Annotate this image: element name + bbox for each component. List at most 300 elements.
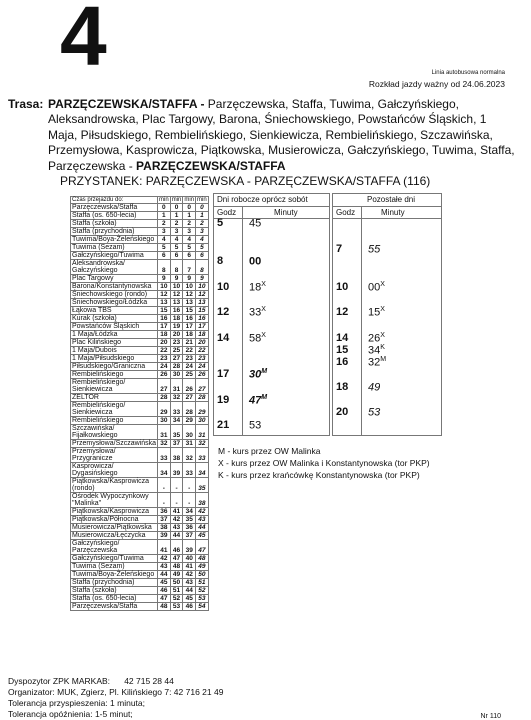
travel-time: 33 — [158, 448, 171, 463]
travel-time: 5 — [170, 244, 183, 252]
minutes-value: 53 — [249, 419, 262, 432]
stop-name: Plac Kilińskiego — [71, 339, 158, 347]
course-marker: K — [380, 344, 385, 351]
stop-name: Staffa (szkoła) — [71, 220, 158, 228]
travel-time: 45 — [183, 595, 196, 603]
travel-time: 0 — [158, 204, 171, 212]
travel-time: 16 — [196, 315, 209, 323]
travel-time: 43 — [196, 516, 209, 524]
travel-time: 8 — [170, 260, 183, 275]
stop-name: Gałczyńskiego/Tuwima — [71, 555, 158, 563]
travel-time: 26 — [158, 371, 171, 379]
travel-time: 30 — [196, 417, 209, 425]
table-row — [71, 571, 209, 579]
route-description — [48, 97, 518, 174]
travel-time: 39 — [158, 532, 171, 540]
departure-minutes — [249, 419, 261, 432]
travel-time: 20 — [196, 339, 209, 347]
stop-name: Rembielińskiego/ Sienkiewicza — [71, 402, 158, 417]
table-row — [71, 603, 209, 611]
travel-time: 48 — [196, 555, 209, 563]
travel-time: 2 — [196, 220, 209, 228]
travel-time: 21 — [183, 339, 196, 347]
route-label: Trasa: — [8, 97, 44, 111]
travel-time: 50 — [170, 579, 183, 587]
travel-time: 18 — [183, 331, 196, 339]
travel-time: 0 — [196, 204, 209, 212]
travel-time: 8 — [196, 260, 209, 275]
travel-time: - — [183, 493, 196, 508]
travel-time: 41 — [183, 563, 196, 571]
table-row — [71, 252, 209, 260]
departure-minutes — [368, 243, 380, 256]
departure-hour: 5 — [217, 217, 224, 229]
travel-time: 44 — [170, 532, 183, 540]
departure-hour: 12 — [336, 306, 349, 318]
travel-time: 33 — [196, 448, 209, 463]
stop-name: Plac Targowy — [71, 275, 158, 283]
minutes-value: 58 — [249, 332, 262, 345]
stop-name: Ośrodek Wypoczynkowy "Malinka" — [71, 493, 158, 508]
footer-line: Tolerancja opóźnienia: 1-5 minut; — [8, 709, 133, 719]
travel-time: 34 — [196, 463, 209, 478]
travel-time: 32 — [183, 448, 196, 463]
departure-minutes — [368, 344, 385, 357]
stop-name: Tuwima/Boya-Żeleńskiego — [71, 236, 158, 244]
stop-name: Gałczyńskiego/ Parzęczewska — [71, 540, 158, 555]
table-row — [71, 212, 209, 220]
unit-header: min — [171, 197, 182, 203]
table-row — [71, 371, 209, 379]
travel-times-table — [70, 196, 209, 611]
travel-time: 13 — [158, 299, 171, 307]
travel-time: 3 — [196, 228, 209, 236]
stop-name: Przemysłowa/Szczawińska — [72, 440, 157, 447]
footer-line: Tolerancja przyspieszenia: 1 minuta; — [8, 698, 146, 708]
travel-time: 13 — [170, 299, 183, 307]
travel-time: 24 — [183, 363, 196, 371]
departure-hour: 16 — [336, 356, 349, 368]
minutes-value: 18 — [249, 281, 262, 294]
stop-name: 1 Maja/Łódzka — [71, 331, 158, 339]
table-row — [71, 307, 209, 315]
travel-time: 41 — [170, 508, 183, 516]
travel-time: 44 — [183, 587, 196, 595]
footer-line: Dyspozytor ZPK MARKAB: 42 715 28 44 — [8, 676, 174, 686]
stop-name: Parzęczewska/Staffa — [71, 204, 158, 212]
travel-time: 39 — [170, 463, 183, 478]
travel-time: 42 — [196, 508, 209, 516]
travel-time: 17 — [158, 323, 171, 331]
travel-time: 33 — [183, 463, 196, 478]
table-row — [71, 347, 209, 355]
travel-time: 28 — [158, 394, 171, 402]
course-marker: M — [261, 394, 268, 401]
travel-time: 13 — [196, 299, 209, 307]
table-row — [71, 440, 209, 448]
departure-minutes — [249, 217, 261, 230]
travel-time: 16 — [158, 315, 171, 323]
stop-name: 1 Maja/Piłsudskiego — [71, 355, 158, 363]
legend-item: K - kurs przez krańcówkę Konstantynowska (tor PKP) — [218, 470, 420, 480]
travel-time: 22 — [183, 347, 196, 355]
travel-time: 27 — [170, 355, 183, 363]
travel-time: 15 — [183, 307, 196, 315]
minutes-value: 33 — [249, 306, 262, 319]
table-row — [71, 563, 209, 571]
travel-time: 2 — [170, 220, 183, 228]
table-row — [71, 402, 209, 417]
table-row — [71, 299, 209, 307]
travel-time: 2 — [158, 220, 171, 228]
travel-time: 48 — [170, 563, 183, 571]
table-row — [71, 555, 209, 563]
stop-name: Staffa (os. 650-lecia) — [71, 595, 158, 603]
footer-line: Organizator: MUK, Zgierz, Pl. Kilińskiego 7: 42 716 21 49 — [8, 687, 224, 697]
travel-time: 45 — [158, 579, 171, 587]
travel-time: 16 — [183, 315, 196, 323]
stop-name: Rembielińskiego — [71, 417, 158, 425]
legend — [218, 445, 430, 481]
travel-time: 54 — [196, 603, 209, 611]
travel-time: 29 — [183, 417, 196, 425]
travel-time: 38 — [170, 448, 183, 463]
travel-times-header: Czas przejazdu do: — [71, 197, 158, 204]
travel-time: 53 — [170, 603, 183, 611]
table-row — [71, 493, 209, 508]
route-start: PARZĘCZEWSKA/STAFFA - — [48, 97, 205, 111]
minutes-value: 15 — [368, 306, 381, 319]
table-row — [71, 425, 209, 440]
travel-time: 27 — [183, 394, 196, 402]
course-marker: X — [380, 306, 385, 313]
table-row — [71, 579, 209, 587]
travel-time: 7 — [183, 260, 196, 275]
travel-time: - — [170, 478, 183, 493]
minutes-value: 53 — [368, 406, 381, 419]
travel-time: 32 — [170, 394, 183, 402]
table-row — [71, 524, 209, 532]
page-number: Nr 110 — [480, 713, 501, 720]
table-row — [71, 363, 209, 371]
departure-hour: 10 — [217, 281, 230, 293]
travel-time: 31 — [170, 379, 183, 394]
minutes-value: 32 — [368, 356, 381, 369]
table-row — [71, 595, 209, 603]
travel-time: 43 — [183, 579, 196, 587]
departure-minutes — [368, 332, 385, 345]
departure-minutes — [368, 406, 380, 419]
travel-time: 46 — [183, 603, 196, 611]
travel-time: 28 — [196, 394, 209, 402]
travel-time: 30 — [158, 417, 171, 425]
travel-time: 5 — [183, 244, 196, 252]
travel-time: 4 — [158, 236, 171, 244]
minutes-value: 30 — [249, 368, 262, 381]
travel-time: 24 — [158, 363, 171, 371]
departure-hour: 14 — [217, 332, 230, 344]
travel-time: 31 — [196, 425, 209, 440]
stop-name: Piłsudskiego/Graniczna — [71, 363, 158, 371]
minutes-value: 34 — [368, 344, 381, 357]
travel-time: 47 — [158, 595, 171, 603]
travel-time: 36 — [158, 508, 171, 516]
travel-time: 3 — [183, 228, 196, 236]
stop-name: Staffa (szkoła) — [71, 587, 158, 595]
stop-name: Staffa (przychodnia) — [71, 228, 158, 236]
table-row — [71, 463, 209, 478]
stop-name: Musierowicza/Piątkowska — [71, 524, 158, 532]
travel-time: 48 — [158, 603, 171, 611]
travel-time: 46 — [170, 540, 183, 555]
travel-time: 17 — [196, 323, 209, 331]
stop-name: Gałczyńskiego/Tuwima — [71, 252, 158, 260]
travel-time: 52 — [170, 595, 183, 603]
minutes-value: 26 — [368, 332, 381, 345]
travel-time: 20 — [158, 339, 171, 347]
stop-name: Piątkowska/Kasprowicza — [71, 508, 158, 516]
travel-time: 40 — [183, 555, 196, 563]
travel-time: 13 — [183, 299, 196, 307]
travel-time: 29 — [196, 402, 209, 417]
travel-time: 5 — [196, 244, 209, 252]
travel-time: 10 — [158, 283, 171, 291]
travel-time: 39 — [183, 540, 196, 555]
travel-time: 6 — [170, 252, 183, 260]
travel-time: 4 — [183, 236, 196, 244]
departure-hour: 20 — [336, 406, 349, 418]
departure-hour: 15 — [336, 344, 349, 356]
travel-time: 25 — [170, 347, 183, 355]
travel-time: 43 — [158, 563, 171, 571]
table-row — [71, 478, 209, 493]
stop-name: Szczawińska/ Fijałkowskiego — [71, 425, 158, 440]
travel-time: 32 — [196, 440, 209, 448]
travel-time: 9 — [170, 275, 183, 283]
travel-time: 1 — [196, 212, 209, 220]
stop-name: Barona/Konstantynowska — [71, 283, 158, 291]
table-row — [71, 244, 209, 252]
travel-time: 17 — [183, 323, 196, 331]
table-row — [71, 260, 209, 275]
stop-name: Musierowicza/Łęczycka — [71, 532, 158, 540]
travel-time: 0 — [183, 204, 196, 212]
travel-time: 1 — [158, 212, 171, 220]
travel-time: 43 — [170, 524, 183, 532]
travel-time: 23 — [196, 355, 209, 363]
departure-minutes — [249, 394, 267, 407]
route-stops: Parzęczewska, Staffa, Tuwima, Gałczyńskiego, Aleksandrowska, Plac Targowy, Barona, Śniechowskiego, Powstańców Śląskich, 1 Maja, Piłsudskiego, Rembielińskiego, Sienkiewicza, Rembielińskiego, Szczawińska, Przemysłowa, Kasprowicza, Piątkowska, Musierowicza, Gałczyńskiego, Tuwima, Staffa, Parzęczewska - — [48, 97, 515, 173]
travel-time: 51 — [196, 579, 209, 587]
departure-hour: 10 — [336, 281, 349, 293]
stop-name: Kasprowicza/ Dygasińskiego — [71, 463, 158, 478]
stop-name: Piątkowska/Północna — [71, 516, 158, 524]
departure-hour: 7 — [336, 243, 343, 255]
table-row — [71, 236, 209, 244]
travel-time: 41 — [158, 540, 171, 555]
stop-name: Przemysłowa/ Przygranicze — [71, 448, 158, 463]
travel-time: 50 — [196, 571, 209, 579]
departure-hour: 14 — [336, 332, 349, 344]
minutes-value: 00 — [249, 255, 262, 268]
travel-time: 15 — [196, 307, 209, 315]
stop-name: Tuwima (Sezam) — [71, 244, 158, 252]
course-marker: X — [261, 306, 266, 313]
departure-minutes — [368, 281, 385, 294]
travel-time: 9 — [158, 275, 171, 283]
travel-time: 3 — [158, 228, 171, 236]
travel-time: 6 — [196, 252, 209, 260]
hour-label: Godz — [217, 208, 237, 217]
departure-minutes — [249, 255, 261, 268]
travel-time: 18 — [170, 315, 183, 323]
travel-time: 53 — [196, 595, 209, 603]
travel-time: 22 — [196, 347, 209, 355]
stop-name: Tuwima (Sezam) — [71, 563, 158, 571]
departure-hour: 17 — [217, 368, 230, 380]
minute-label: Minuty — [381, 208, 405, 217]
travel-time: 1 — [183, 212, 196, 220]
table-row — [71, 283, 209, 291]
hour-label: Godz — [336, 208, 356, 217]
table-row — [71, 587, 209, 595]
travel-time: 42 — [170, 516, 183, 524]
travel-time: - — [183, 478, 196, 493]
travel-time: 30 — [170, 371, 183, 379]
table-row — [71, 532, 209, 540]
line-number: 4 — [60, 0, 107, 83]
table-row — [71, 339, 209, 347]
course-marker: M — [261, 368, 268, 375]
travel-time: 0 — [170, 204, 183, 212]
validity-date: Rozkład jazdy ważny od 24.06.2023 — [368, 79, 505, 89]
travel-time: 37 — [183, 532, 196, 540]
travel-time: 49 — [170, 571, 183, 579]
departure-hour: 12 — [217, 306, 230, 318]
table-row — [71, 291, 209, 299]
travel-time: 20 — [170, 331, 183, 339]
travel-time: 12 — [196, 291, 209, 299]
departure-minutes — [368, 306, 385, 319]
departure-minutes — [368, 356, 386, 369]
travel-time: 35 — [196, 478, 209, 493]
travel-time: 38 — [196, 493, 209, 508]
travel-time: 27 — [158, 379, 171, 394]
stop-name: Rembielińskiego/ Sienkiewicza — [71, 379, 158, 394]
table-row — [71, 448, 209, 463]
travel-time: 26 — [183, 379, 196, 394]
travel-time: 26 — [196, 371, 209, 379]
stop-name: 1 Maja/Dubois — [71, 347, 158, 355]
travel-time: 12 — [183, 291, 196, 299]
travel-time: 10 — [196, 283, 209, 291]
unit-header: min — [159, 197, 169, 203]
stop-name: Śniechowskiego/Łódzka — [71, 299, 158, 307]
table-row — [71, 379, 209, 394]
travel-time: 42 — [158, 555, 171, 563]
travel-time: 1 — [170, 212, 183, 220]
travel-time: 47 — [170, 555, 183, 563]
weekday-header: Dni robocze oprócz sobót — [217, 195, 308, 204]
table-row — [71, 417, 209, 425]
travel-time: 31 — [158, 425, 171, 440]
travel-time: 34 — [170, 417, 183, 425]
table-row — [71, 275, 209, 283]
stop-name: Staffa (przychodnia) — [71, 579, 158, 587]
stop-title: PRZYSTANEK: PARZĘCZEWSKA - PARZĘCZEWSKA/STAFFA (116) — [60, 174, 431, 188]
travel-time: 30 — [183, 425, 196, 440]
travel-time: 15 — [158, 307, 171, 315]
travel-time: 5 — [158, 244, 171, 252]
travel-time: 4 — [196, 236, 209, 244]
departure-hour: 18 — [336, 381, 349, 393]
travel-time: 10 — [170, 283, 183, 291]
travel-time: 8 — [158, 260, 171, 275]
departure-minutes — [249, 281, 266, 294]
travel-time: 24 — [196, 363, 209, 371]
table-row — [71, 508, 209, 516]
course-marker: X — [380, 332, 385, 339]
stop-name: Kurak (szkoła) — [71, 315, 158, 323]
travel-time: 31 — [183, 440, 196, 448]
weekday-column — [213, 193, 330, 436]
minutes-value: 47 — [249, 394, 262, 407]
travel-time: 9 — [183, 275, 196, 283]
travel-time: 9 — [196, 275, 209, 283]
departure-minutes — [249, 306, 266, 319]
table-row — [71, 220, 209, 228]
travel-time: 33 — [170, 402, 183, 417]
travel-time: 35 — [183, 516, 196, 524]
table-row — [71, 228, 209, 236]
unit-header: min — [184, 197, 195, 203]
table-row — [71, 516, 209, 524]
travel-time: 29 — [158, 402, 171, 417]
travel-time: 46 — [158, 587, 171, 595]
departure-minutes — [249, 368, 267, 381]
minutes-value: 45 — [249, 217, 262, 230]
minute-label: Minuty — [274, 208, 298, 217]
stop-name: Aleksandrowska/ Gałczyńskiego — [71, 260, 158, 275]
course-marker: M — [380, 356, 387, 363]
minutes-value: 00 — [368, 281, 381, 294]
table-row — [71, 355, 209, 363]
line-type: Linia autobusowa normalna — [431, 70, 505, 76]
table-row — [71, 394, 209, 402]
route-end: PARZĘCZEWSKA/STAFFA — [132, 158, 286, 173]
departure-hour: 19 — [217, 394, 230, 406]
travel-time: 23 — [170, 339, 183, 347]
travel-time: 44 — [158, 571, 171, 579]
travel-time: 28 — [183, 402, 196, 417]
travel-time: 2 — [183, 220, 196, 228]
travel-time: 25 — [183, 371, 196, 379]
table-row — [71, 331, 209, 339]
travel-time: 36 — [183, 524, 196, 532]
course-marker: X — [380, 281, 385, 288]
stop-name: Rembielińskiego — [71, 371, 158, 379]
travel-time: 18 — [158, 331, 171, 339]
departure-minutes — [249, 332, 266, 345]
travel-time: 19 — [170, 323, 183, 331]
travel-time: 47 — [196, 540, 209, 555]
travel-time: 42 — [183, 571, 196, 579]
table-row — [71, 204, 209, 212]
travel-time: 3 — [170, 228, 183, 236]
travel-time: 44 — [196, 524, 209, 532]
travel-time: 34 — [183, 508, 196, 516]
travel-time: 10 — [183, 283, 196, 291]
